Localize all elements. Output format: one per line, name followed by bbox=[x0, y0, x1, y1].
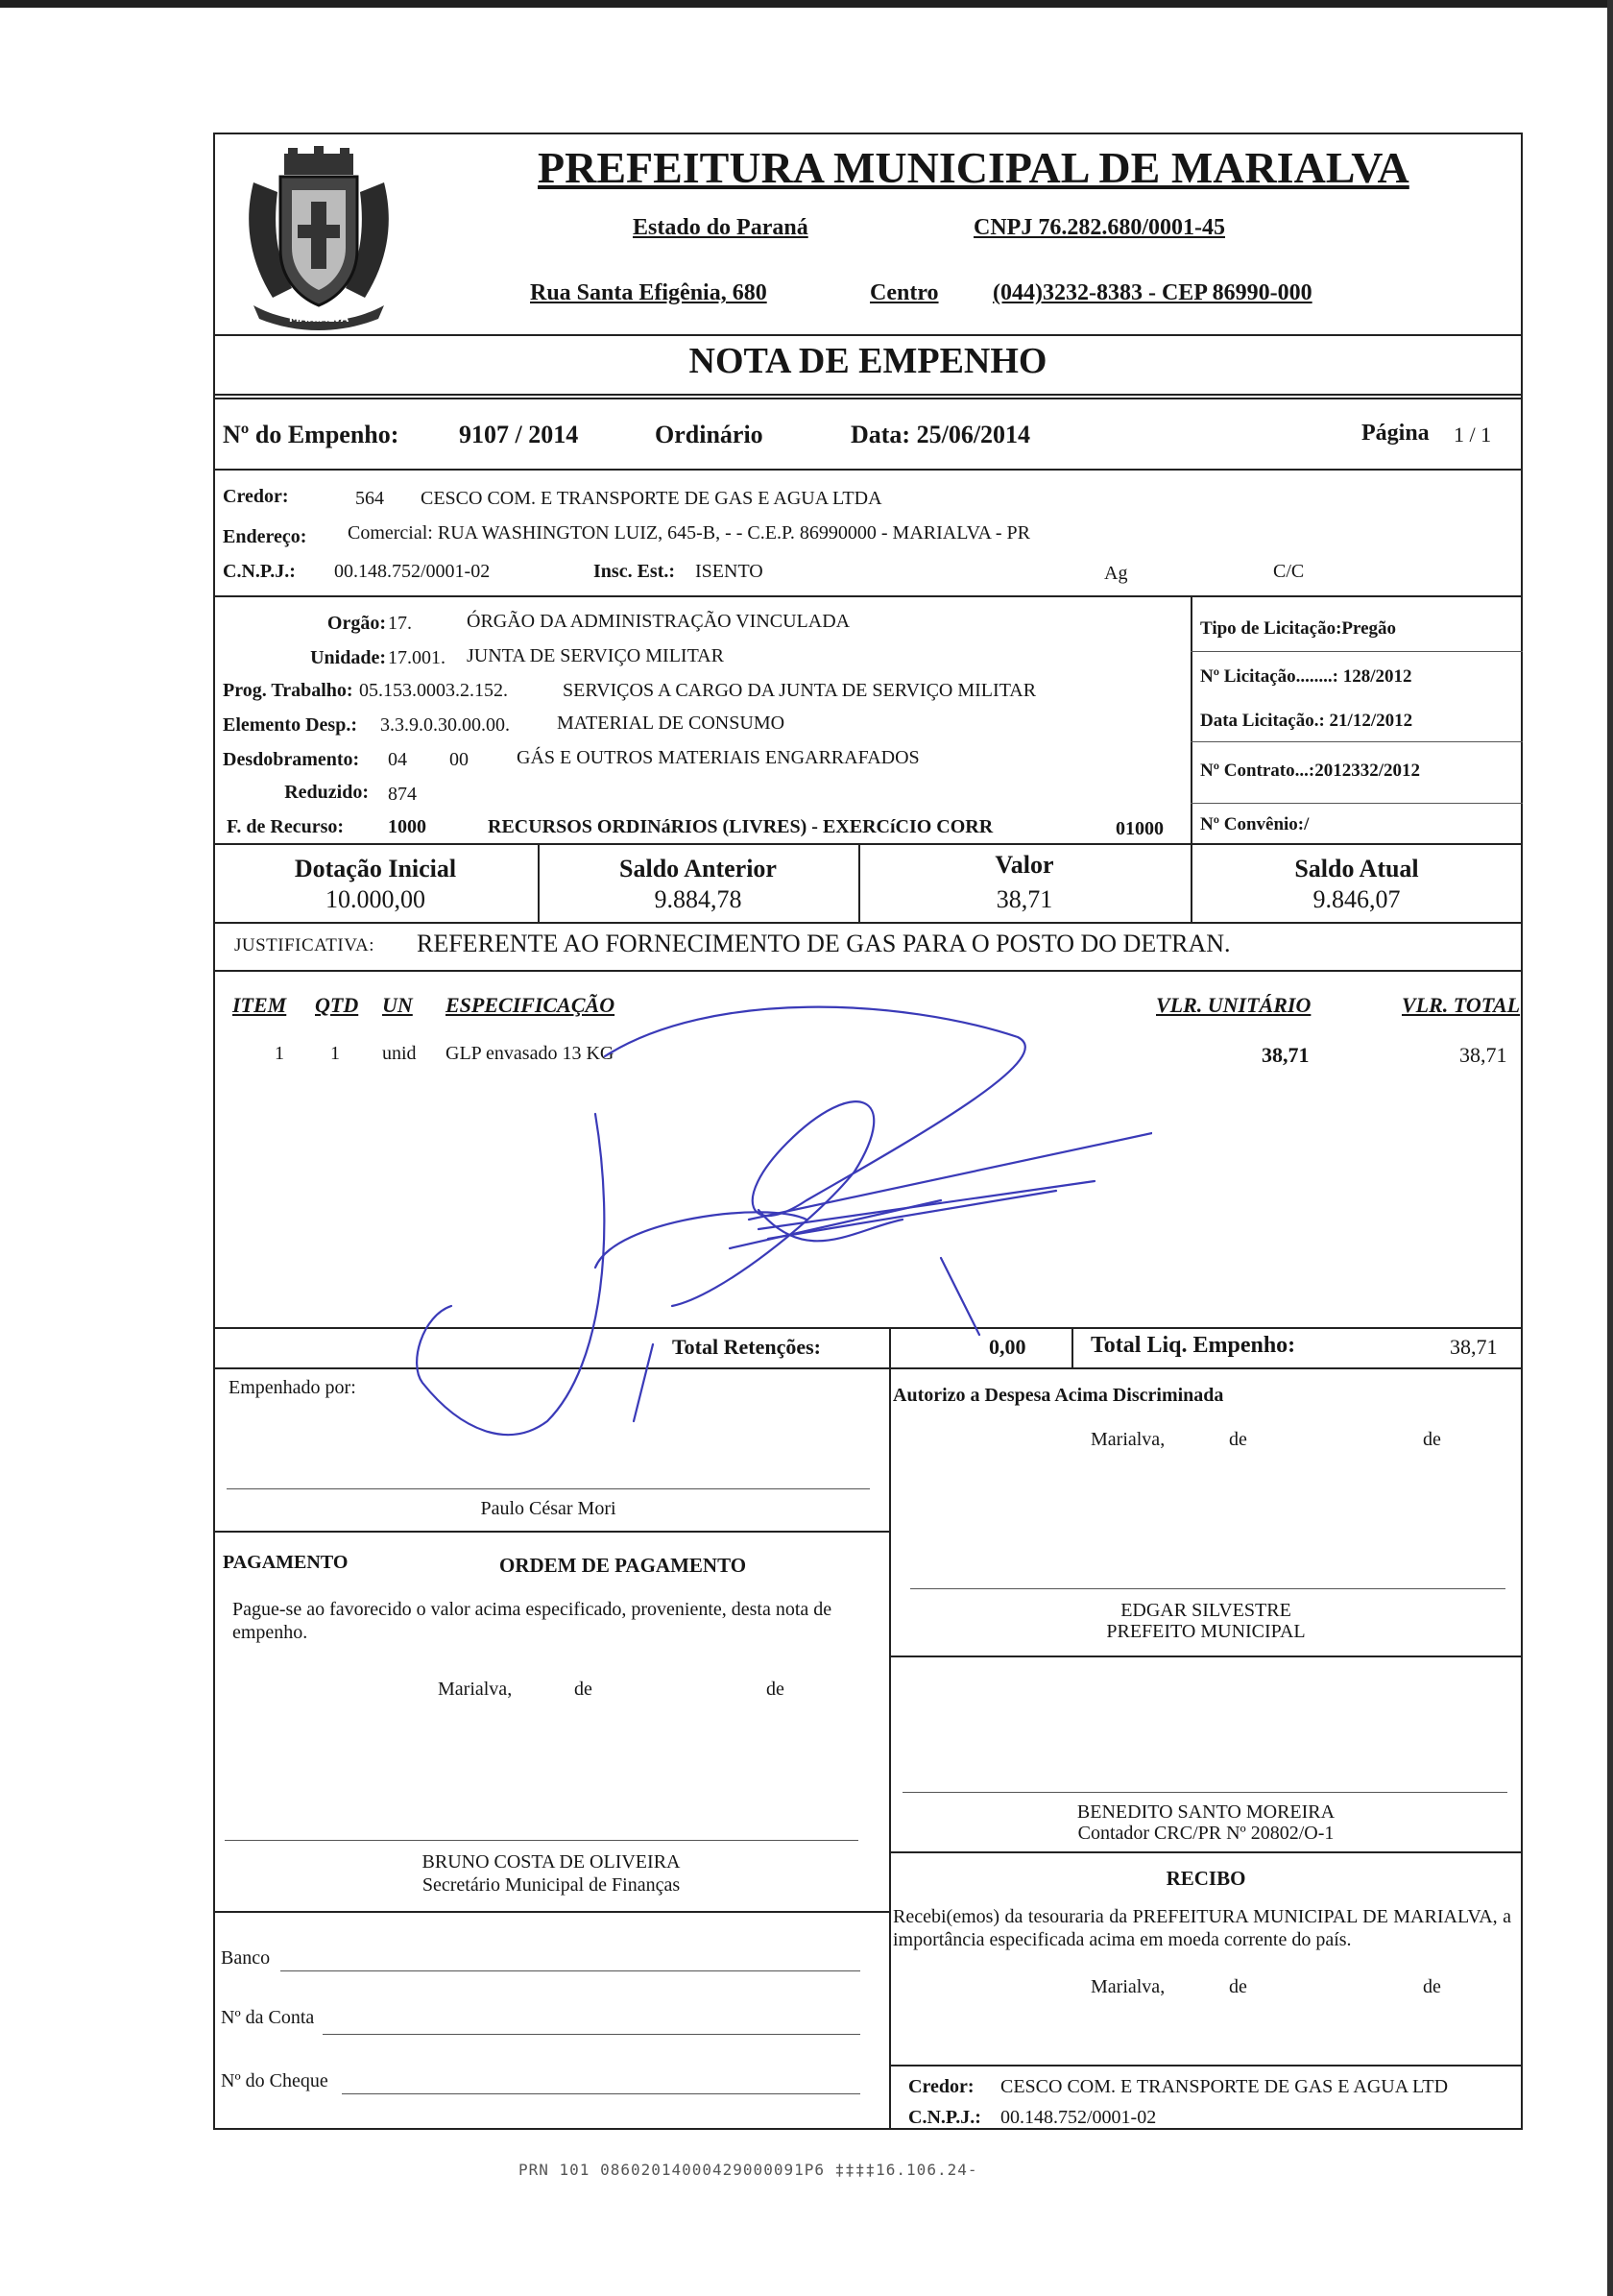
recurso-nome: RECURSOS ORDINáRIOS (LIVRES) - EXERCíCIO CORR bbox=[488, 816, 994, 837]
autorizo-label: Autorizo a Despesa Acima Discriminada bbox=[893, 1385, 1224, 1406]
recibo-label: RECIBO bbox=[1166, 1867, 1246, 1890]
justificativa-label: JUSTIFICATIVA: bbox=[234, 935, 375, 955]
total-liq-label: Total Liq. Empenho: bbox=[1091, 1333, 1296, 1358]
orgao-codigo: 17. bbox=[388, 613, 412, 634]
orgao-nome: ÓRGÃO DA ADMINISTRAÇÃO VINCULADA bbox=[467, 611, 851, 632]
empenho-data: Data: 25/06/2014 bbox=[851, 421, 1031, 448]
recibo-local: Marialva, bbox=[1091, 1976, 1166, 1997]
document-title: NOTA DE EMPENHO bbox=[688, 341, 1047, 381]
saldo-anterior-label: Saldo Anterior bbox=[619, 855, 777, 882]
prog-nome: SERVIÇOS A CARGO DA JUNTA DE SERVIÇO MILITAR bbox=[563, 680, 1037, 701]
row-item: 1 bbox=[275, 1043, 284, 1064]
saldo-anterior-valor: 9.884,78 bbox=[654, 885, 742, 913]
empenhado-label: Empenhado por: bbox=[229, 1377, 356, 1398]
recibo-de1: de bbox=[1229, 1976, 1247, 1997]
autorizo-de1: de bbox=[1229, 1429, 1247, 1450]
col-header-vlr-total: VLR. TOTAL bbox=[1402, 993, 1521, 1017]
pagina-valor: 1 / 1 bbox=[1454, 423, 1492, 447]
total-liq-valor: 38,71 bbox=[1450, 1335, 1498, 1359]
recibo-cnpj: 00.148.752/0001-02 bbox=[1000, 2107, 1157, 2128]
banco-label: Banco bbox=[221, 1947, 271, 1969]
recibo-cnpj-label: C.N.P.J.: bbox=[908, 2107, 981, 2128]
pagamento-de2: de bbox=[766, 1679, 784, 1700]
recibo-texto: Recebi(emos) da tesouraria da PREFEITURA MUNICIPAL DE MARIALVA, a importância especificada acima em moeda corrente do país. bbox=[893, 1906, 1511, 1950]
municipal-coat-of-arms-icon bbox=[234, 144, 403, 336]
total-retencoes-valor: 0,00 bbox=[989, 1335, 1026, 1359]
ag-label: Ag bbox=[1104, 563, 1128, 584]
licitacao-convenio: Nº Convênio:/ bbox=[1200, 814, 1310, 834]
recibo-credor-label: Credor: bbox=[908, 2076, 975, 2097]
empenhado-nome: Paulo César Mori bbox=[480, 1498, 616, 1519]
credor-label: Credor: bbox=[223, 486, 289, 507]
col-header-qtd: QTD bbox=[315, 993, 359, 1017]
prog-codigo: 05.153.0003.2.152. bbox=[359, 680, 508, 701]
contador-cargo: Contador CRC/PR Nº 20802/O-1 bbox=[1077, 1823, 1335, 1844]
desdobramento-label: Desdobramento: bbox=[223, 749, 360, 770]
licitacao-data: Data Licitação.: 21/12/2012 bbox=[1200, 711, 1413, 731]
cnpj-label: C.N.P.J.: bbox=[223, 561, 296, 582]
svg-text:MARIALVA: MARIALVA bbox=[288, 312, 349, 325]
justificativa-texto: REFERENTE AO FORNECIMENTO DE GAS PARA O POSTO DO DETRAN. bbox=[417, 930, 1231, 957]
saldo-atual-label: Saldo Atual bbox=[1294, 855, 1419, 882]
recurso-codigo: 1000 bbox=[388, 816, 426, 837]
dotacao-inicial-label: Dotação Inicial bbox=[294, 855, 457, 882]
licitacao-contrato: Nº Contrato...:2012332/2012 bbox=[1200, 761, 1420, 781]
reduzido-label: Reduzido: bbox=[284, 782, 369, 803]
licitacao-numero: Nº Licitação........: 128/2012 bbox=[1200, 666, 1412, 687]
endereco-label: Endereço: bbox=[223, 526, 307, 547]
saldo-atual-valor: 9.846,07 bbox=[1312, 885, 1401, 913]
recibo-de2: de bbox=[1423, 1976, 1441, 1997]
header-bairro: Centro bbox=[870, 280, 939, 305]
row-un: unid bbox=[382, 1043, 417, 1064]
reduzido-valor: 874 bbox=[388, 784, 417, 805]
col-header-item: ITEM bbox=[232, 993, 287, 1017]
insc-label: Insc. Est.: bbox=[593, 561, 676, 582]
scan-edge-right bbox=[1607, 0, 1613, 2296]
header-endereco: Rua Santa Efigênia, 680 bbox=[530, 280, 767, 305]
credor-nome: CESCO COM. E TRANSPORTE DE GAS E AGUA LTDA bbox=[421, 488, 882, 509]
empenho-numero: 9107 / 2014 bbox=[459, 421, 579, 448]
desdobramento-a: 04 bbox=[388, 749, 407, 770]
header-estado: Estado do Paraná bbox=[633, 215, 808, 240]
row-qtd: 1 bbox=[330, 1043, 340, 1064]
cheque-label: Nº do Cheque bbox=[221, 2070, 328, 2091]
recibo-credor: CESCO COM. E TRANSPORTE DE GAS E AGUA LTD bbox=[1000, 2076, 1449, 2097]
elemento-label: Elemento Desp.: bbox=[223, 714, 357, 736]
handwritten-signature bbox=[403, 979, 1152, 1440]
recurso-label: F. de Recurso: bbox=[227, 816, 345, 837]
recurso-codigo-final: 01000 bbox=[1116, 818, 1164, 839]
pagamento-de1: de bbox=[574, 1679, 592, 1700]
credor-cnpj: 00.148.752/0001-02 bbox=[334, 561, 491, 582]
unidade-codigo: 17.001. bbox=[388, 647, 445, 668]
valor-valor: 38,71 bbox=[996, 885, 1053, 913]
autorizo-de2: de bbox=[1423, 1429, 1441, 1450]
row-especificacao: GLP envasado 13 KG bbox=[445, 1043, 614, 1064]
licitacao-tipo: Tipo de Licitação:Pregão bbox=[1200, 618, 1397, 639]
contador-nome: BENEDITO SANTO MOREIRA bbox=[1076, 1801, 1336, 1823]
conta-label: Nº da Conta bbox=[221, 2007, 315, 2028]
col-header-especificacao: ESPECIFICAÇÃO bbox=[445, 993, 615, 1017]
desdobramento-nome: GÁS E OUTROS MATERIAIS ENGARRAFADOS bbox=[517, 747, 920, 768]
unidade-nome: JUNTA DE SERVIÇO MILITAR bbox=[467, 645, 724, 666]
autorizo-local: Marialva, bbox=[1091, 1429, 1166, 1450]
valor-label: Valor bbox=[995, 851, 1054, 879]
pagamento-local: Marialva, bbox=[438, 1679, 513, 1700]
pagamento-label: PAGAMENTO bbox=[223, 1552, 349, 1573]
ordem-pagamento-label: ORDEM DE PAGAMENTO bbox=[499, 1554, 747, 1577]
pagina-label: Página bbox=[1361, 421, 1430, 446]
elemento-codigo: 3.3.9.0.30.00.00. bbox=[380, 714, 510, 736]
cc-label: C/C bbox=[1273, 561, 1305, 582]
header-title: PREFEITURA MUNICIPAL DE MARIALVA bbox=[538, 143, 1409, 192]
footer-code: PRN 101 08602014000429000091P6 ‡‡‡‡16.106.24- bbox=[518, 2161, 978, 2179]
elemento-nome: MATERIAL DE CONSUMO bbox=[557, 713, 785, 734]
empenho-numero-label: Nº do Empenho: bbox=[223, 421, 399, 448]
orgao-label: Orgão: bbox=[326, 613, 386, 634]
prefeito-cargo: PREFEITO MUNICIPAL bbox=[1106, 1621, 1306, 1642]
secretario-cargo: Secretário Municipal de Finanças bbox=[421, 1874, 681, 1896]
secretario-nome: BRUNO COSTA DE OLIVEIRA bbox=[421, 1851, 681, 1873]
credor-insc: ISENTO bbox=[695, 561, 763, 582]
row-vlr-total: 38,71 bbox=[1459, 1043, 1507, 1067]
credor-codigo: 564 bbox=[355, 488, 384, 509]
empenho-tipo: Ordinário bbox=[655, 421, 763, 448]
header-telefone-cep: (044)3232-8383 - CEP 86990-000 bbox=[993, 280, 1312, 305]
desdobramento-b: 00 bbox=[449, 749, 469, 770]
dotacao-inicial-valor: 10.000,00 bbox=[325, 885, 425, 913]
row-vlr-unitario: 38,71 bbox=[1262, 1043, 1310, 1067]
scan-edge-top bbox=[0, 0, 1613, 8]
unidade-label: Unidade: bbox=[310, 647, 386, 668]
col-header-un: UN bbox=[382, 993, 413, 1017]
total-retencoes-label: Total Retenções: bbox=[672, 1335, 821, 1359]
pagamento-texto: Pague-se ao favorecido o valor acima especificado, proveniente, desta nota de empenho. bbox=[232, 1599, 832, 1643]
credor-endereco: Comercial: RUA WASHINGTON LUIZ, 645-B, - - C.E.P. 86990000 - MARIALVA - PR bbox=[348, 522, 1030, 544]
header-cnpj: CNPJ 76.282.680/0001-45 bbox=[974, 215, 1225, 240]
col-header-vlr-unitario: VLR. UNITÁRIO bbox=[1156, 993, 1312, 1017]
prog-label: Prog. Trabalho: bbox=[223, 680, 353, 701]
prefeito-nome: EDGAR SILVESTRE bbox=[1120, 1600, 1291, 1621]
